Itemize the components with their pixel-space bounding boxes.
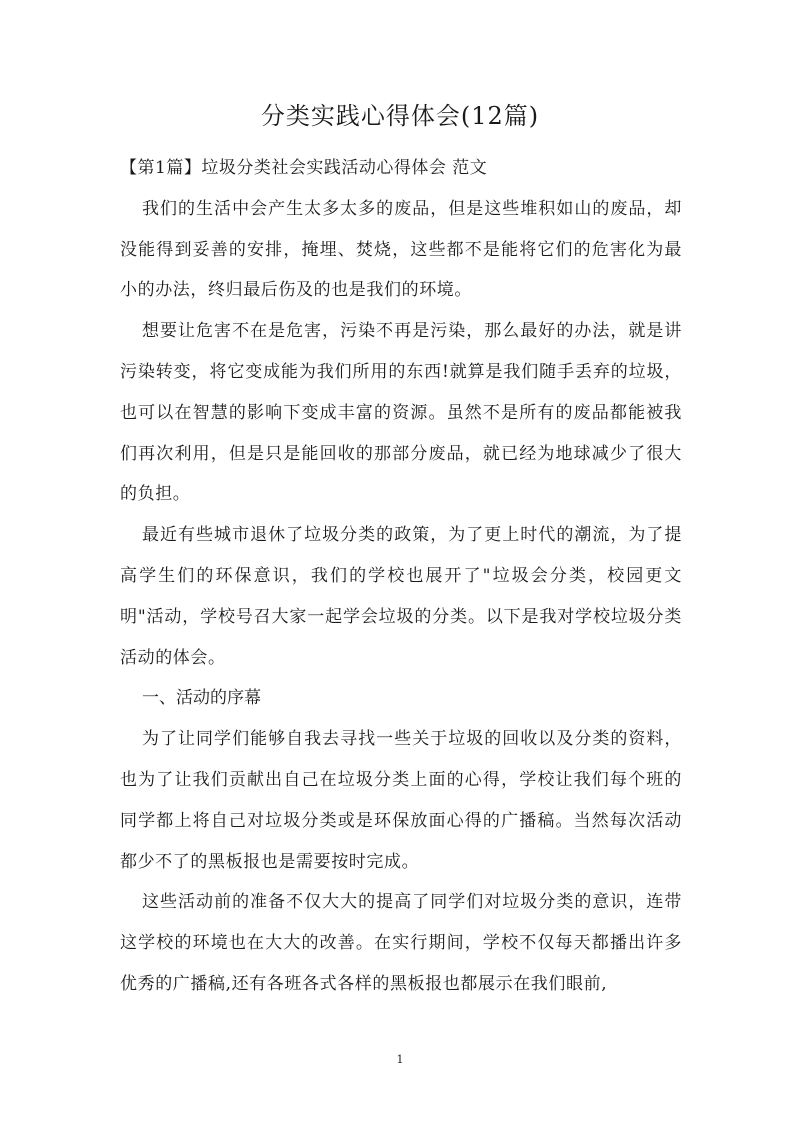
document-title: 分类实践心得体会(12篇) [260, 102, 540, 130]
document-body [120, 148, 682, 1005]
section-heading: 一、活动的序幕 [142, 688, 261, 709]
paragraph: 为了让同学们能够自我去寻找一些关于垃圾的回收以及分类的资料，也为了让我们贡献出自己在垃圾分类上面的心得，学校让我们每个班的同学都上将自己对垃圾分类或是环保放面心得的广播稿。当然每次活动都少不了的黑板报也是需要按时完成。 [120, 729, 682, 872]
paragraph: 想要让危害不在是危害，污染不再是污染，那么最好的办法，就是讲污染转变，将它变成能为我们所用的东西!就算是我们随手丢弃的垃圾，也可以在智慧的影响下变成丰富的资源。虽然不是所有的废品都能被我们再次利用，但是只是能回收的那部分废品，就已经为地球减少了很大的负担。 [120, 321, 682, 505]
paragraph: 我们的生活中会产生太多太多的废品，但是这些堆积如山的废品，却没能得到妥善的安排，掩埋、焚烧，这些都不是能将它们的危害化为最小的办法，终归最后伤及的也是我们的环境。 [120, 198, 682, 301]
page-number: 1 [396, 1053, 404, 1066]
article-heading: 【第1篇】垃圾分类社会实践活动心得体会 范文 [120, 158, 488, 178]
paragraph: 最近有些城市退休了垃圾分类的政策，为了更上时代的潮流，为了提高学生们的环保意识，我们的学校也展开了"垃圾会分类，校园更文明"活动，学校号召大家一起学会垃圾的分类。以下是我对学校垃圾分类活动的体会。 [120, 525, 682, 668]
paragraph: 这些活动前的准备不仅大大的提高了同学们对垃圾分类的意识，连带这学校的环境也在大大的改善。在实行期间，学校不仅每天都播出许多优秀的广播稿,还有各班各式各样的黑板报也都展示在我们眼前, [120, 892, 682, 994]
